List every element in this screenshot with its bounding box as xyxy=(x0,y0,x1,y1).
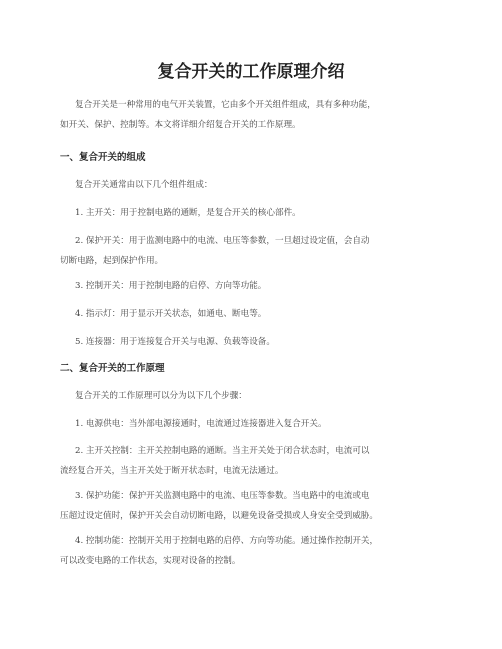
section1-item-2 xyxy=(60,231,445,271)
section1-item-3: 3. 控制开关：用于控制电路的启停、方向等功能。 xyxy=(75,281,267,291)
section1-heading: 一、复合开关的组成 xyxy=(60,152,146,163)
section2-item-3 xyxy=(60,486,445,526)
section2-heading: 二、复合开关的工作原理 xyxy=(60,363,165,374)
section2-lead: 复合开关的工作原理可以分为以下几个步骤： xyxy=(75,391,247,401)
intro-paragraph xyxy=(60,95,445,135)
section2-item-2-line-2: 流经复合开关，当主开关处于断开状态时，电流无法通过。 xyxy=(60,466,284,476)
section2-item-4 xyxy=(60,531,445,571)
section2-item-3-line-2: 压超过设定值时，保护开关会自动切断电路，以避免设备受损或人身安全受到威胁。 xyxy=(60,511,378,521)
section1-item-4: 4. 指示灯：用于显示开关状态，如通电、断电等。 xyxy=(75,309,267,319)
intro-line-2: 如开关、保护、控制等。本文将详细介绍复合开关的工作原理。 xyxy=(60,120,301,130)
section1-item-5: 5. 连接器：用于连接复合开关与电源、负载等设备。 xyxy=(75,337,275,347)
section2-item-2-line-1: 2. 主开关控制：主开关控制电路的通断。当主开关处于闭合状态时，电流可以 xyxy=(75,446,370,456)
section2-item-4-line-2: 可以改变电路的工作状态，实现对设备的控制。 xyxy=(60,556,241,566)
section2-item-4-line-1: 4. 控制功能：控制开关用于控制电路的启停、方向等功能。通过操作控制开关， xyxy=(75,536,379,546)
section1-lead: 复合开关通常由以下几个组件组成： xyxy=(75,180,213,190)
section2-item-2 xyxy=(60,441,445,481)
document-title: 复合开关的工作原理介绍 xyxy=(157,62,345,82)
intro-line-1: 复合开关是一种常用的电气开关装置，它由多个开关组件组成，具有多种功能， xyxy=(75,100,376,110)
section1-item-1: 1. 主开关：用于控制电路的通断，是复合开关的核心部件。 xyxy=(75,208,301,218)
section1-item-2-line-1: 2. 保护开关：用于监测电路中的电流、电压等参数，一旦超过设定值，会自动 xyxy=(75,236,370,246)
section1-item-2-line-2: 切断电路，起到保护作用。 xyxy=(60,256,164,266)
section2-item-1: 1. 电源供电：当外部电源接通时，电流通过连接器进入复合开关。 xyxy=(75,419,327,429)
section2-item-3-line-1: 3. 保护功能：保护开关监测电路中的电流、电压等参数。当电路中的电流或电 xyxy=(75,491,370,501)
